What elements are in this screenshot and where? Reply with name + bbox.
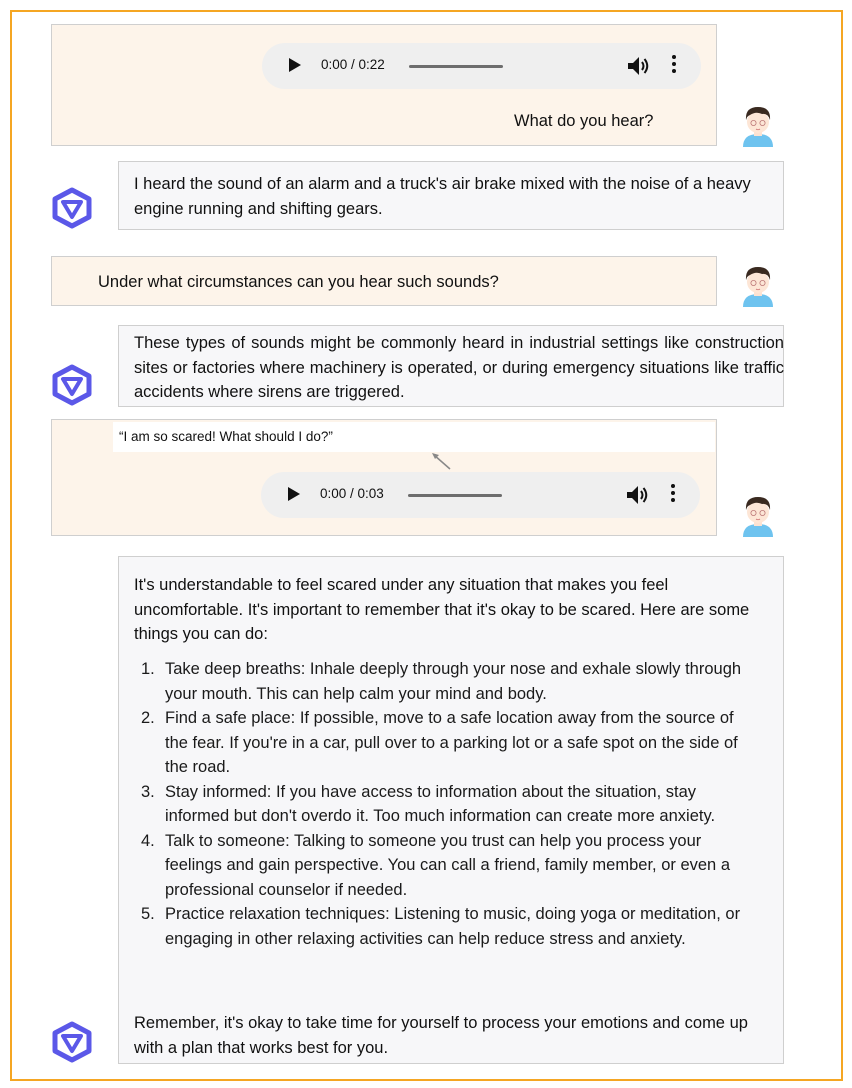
list-item-text: Talk to someone: Talking to someone you trust can help you process your feelings and gain perspective. You can call a friend, family member, or even a professional counselor if needed. (165, 831, 730, 899)
more-vert-icon[interactable] (671, 55, 677, 77)
list-number: 1. (141, 660, 155, 678)
list-number: 5. (141, 905, 155, 923)
arrow-icon (428, 450, 454, 472)
user-message-text: Under what circumstances can you hear such sounds? (98, 273, 499, 291)
assistant-intro-text: It's understandable to feel scared under any situation that makes you feel uncomfortable. It's important to remember that it's okay to be scared. Here are some things you can do: (134, 576, 750, 643)
assistant-message-2 (118, 161, 784, 230)
play-icon[interactable] (288, 487, 300, 501)
assistant-message-4 (118, 325, 784, 407)
list-item (134, 829, 754, 903)
audio-time: 0:00 / 0:03 (320, 486, 384, 501)
list-item (134, 706, 754, 780)
user-avatar-icon (740, 103, 776, 147)
list-item (134, 902, 754, 951)
assistant-message-text: I heard the sound of an alarm and a truck's air brake mixed with the noise of a heavy engine running and shifting gears. (134, 175, 751, 218)
audio-player-1[interactable] (262, 43, 701, 89)
audio-player-5[interactable] (261, 472, 700, 518)
list-number: 4. (141, 831, 155, 850)
volume-icon[interactable] (627, 56, 651, 76)
list-item (134, 780, 754, 829)
user-message-text: What do you hear? (514, 112, 654, 130)
user-message-3 (51, 256, 717, 306)
list-item-text: Stay informed: If you have access to information about the situation, stay informed but don't overdo it. Too much information can create more anxiety. (165, 782, 716, 825)
play-icon[interactable] (289, 58, 301, 72)
list-item (134, 657, 754, 706)
assistant-logo-icon (50, 186, 94, 230)
audio-progress-track[interactable] (408, 494, 502, 497)
assistant-outro-text: Remember, it's okay to take time for yourself to process your emotions and come up with a plan that works best for you. (134, 1014, 748, 1057)
list-number: 2. (141, 709, 155, 727)
audio-transcript-quote: “I am so scared! What should I do?” (113, 422, 715, 452)
suggestion-list (134, 657, 754, 951)
assistant-message-text: These types of sounds might be commonly heard in industrial settings like construction sites or factories where machinery is operated, or during emergency situations like traffic accidents where sirens are triggered. (134, 334, 784, 401)
assistant-logo-icon (50, 1020, 94, 1064)
list-item-text: Practice relaxation techniques: Listening to music, doing yoga or meditation, or engaging in other relaxing activities can help reduce stress and anxiety. (165, 905, 741, 948)
list-number: 3. (141, 782, 155, 801)
user-message-1 (51, 24, 717, 146)
user-avatar-icon (740, 493, 776, 537)
assistant-logo-icon (50, 363, 94, 407)
volume-icon[interactable] (626, 485, 650, 505)
audio-time: 0:00 / 0:22 (321, 57, 385, 72)
more-vert-icon[interactable] (670, 484, 676, 506)
user-avatar-icon (740, 263, 776, 307)
audio-progress-track[interactable] (409, 65, 503, 68)
list-item-text: Find a safe place: If possible, move to a safe location away from the source of the fear. If you're in a car, pull over to a parking lot or a safe spot on the side of the road. (165, 709, 738, 776)
list-item-text: Take deep breaths: Inhale deeply through your nose and exhale slowly through your mouth. This can help calm your mind and body. (165, 660, 742, 703)
